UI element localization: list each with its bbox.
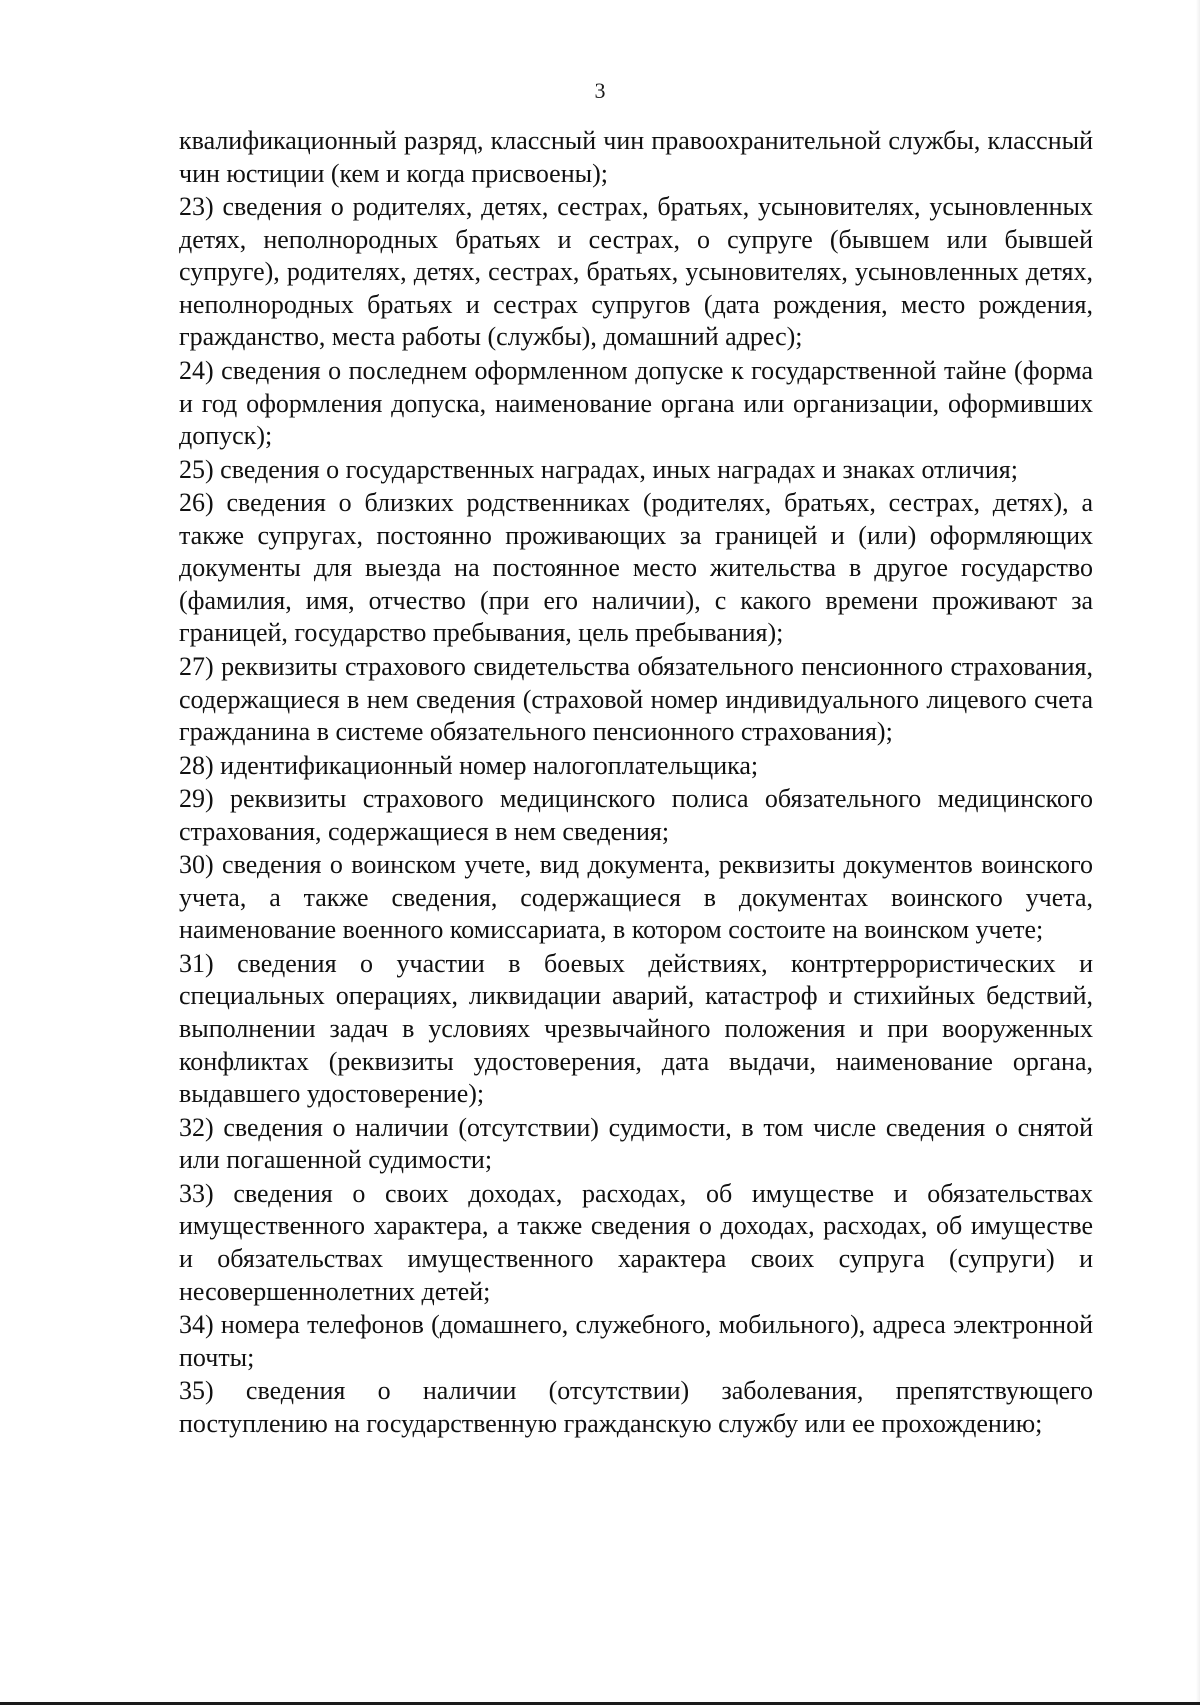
paragraph-item-34: 34) номера телефонов (домашнего, служебного, мобильного), адреса электронной почты; [179, 1310, 1093, 1372]
paragraph-item-24: 24) сведения о последнем оформленном допуске к государственной тайне (форма и год оформления допуска, наименование органа или организации, оформивших допуск); [179, 355, 1093, 451]
paragraph-item-32: 32) сведения о наличии (отсутствии) судимости, в том числе сведения о снятой или погашенной судимости; [179, 1112, 1093, 1175]
paragraph-continuation: квалификационный разряд, классный чин правоохранительной службы, классный чин юстиции (кем и когда присвоены); [179, 126, 1093, 188]
paragraph-item-25: 25) сведения о государственных наградах, иных наградах и знаках отличия; [179, 454, 1018, 484]
paragraph-item-30: 30) сведения о воинском учете, вид документа, реквизиты документов воинского учета, а также сведения, содержащиеся в документах воинского учета, наименование военного комиссариата, в котором состоите на воинском учете; [179, 850, 1093, 945]
paragraph-item-26: 26) сведения о близких родственниках (родителях, братьях, сестрах, детях), а также супругах, постоянно проживающих за границей и (или) оформляющих документы для выезда на постоянное место жительства в другое государство (фамилия, имя, отчество (при его наличии), с какого времени проживают за границей, государство пребывания, цель пребывания); [179, 488, 1093, 648]
paragraph-item-23: 23) сведения о родителях, детях, сестрах, братьях, усыновителях, усыновленных детях, неполнородных братьях и сестрах, о супруге (бывшем или бывшей супруге), родителях, детях, сестрах, братьях, усыновителях, усыновленных детях, неполнородных братьях и сестрах супругов (дата рождения, место рождения, гражданство, места работы (службы), домашний адрес); [179, 192, 1093, 352]
paragraph-item-28: 28) идентификационный номер налогоплательщика; [179, 750, 759, 780]
document-body [179, 125, 1093, 1441]
paragraph-item-31: 31) сведения о участии в боевых действиях, контртеррористических и специальных операциях, ликвидации аварий, катастроф и стихийных бедствий, выполнении задач в условиях чрезвычайного положения и при вооруженных конфликтах (реквизиты удостоверения, дата выдачи, наименование органа, выдавшего удостоверение); [179, 948, 1093, 1109]
scan-edge-shadow [1196, 0, 1200, 1705]
paragraph-item-27: 27) реквизиты страхового свидетельства обязательного пенсионного страхования, содержащиеся в нем сведения (страховой номер индивидуального лицевого счета гражданина в системе обязательного пенсионного страхования); [179, 651, 1093, 747]
paragraph-item-29: 29) реквизиты страхового медицинского полиса обязательного медицинского страхования, содержащиеся в нем сведения; [179, 784, 1093, 846]
page-number: 3 [594, 78, 606, 103]
paragraph-item-35: 35) сведения о наличии (отсутствии) заболевания, препятствующего поступлению на государственную гражданскую службу или ее прохождению; [179, 1376, 1093, 1438]
paragraph-item-33: 33) сведения о своих доходах, расходах, об имуществе и обязательствах имущественного характера, а также сведения о доходах, расходах, об имуществе и обязательствах имущественного характера своих супруга (супруги) и несовершеннолетних детей; [179, 1178, 1093, 1306]
